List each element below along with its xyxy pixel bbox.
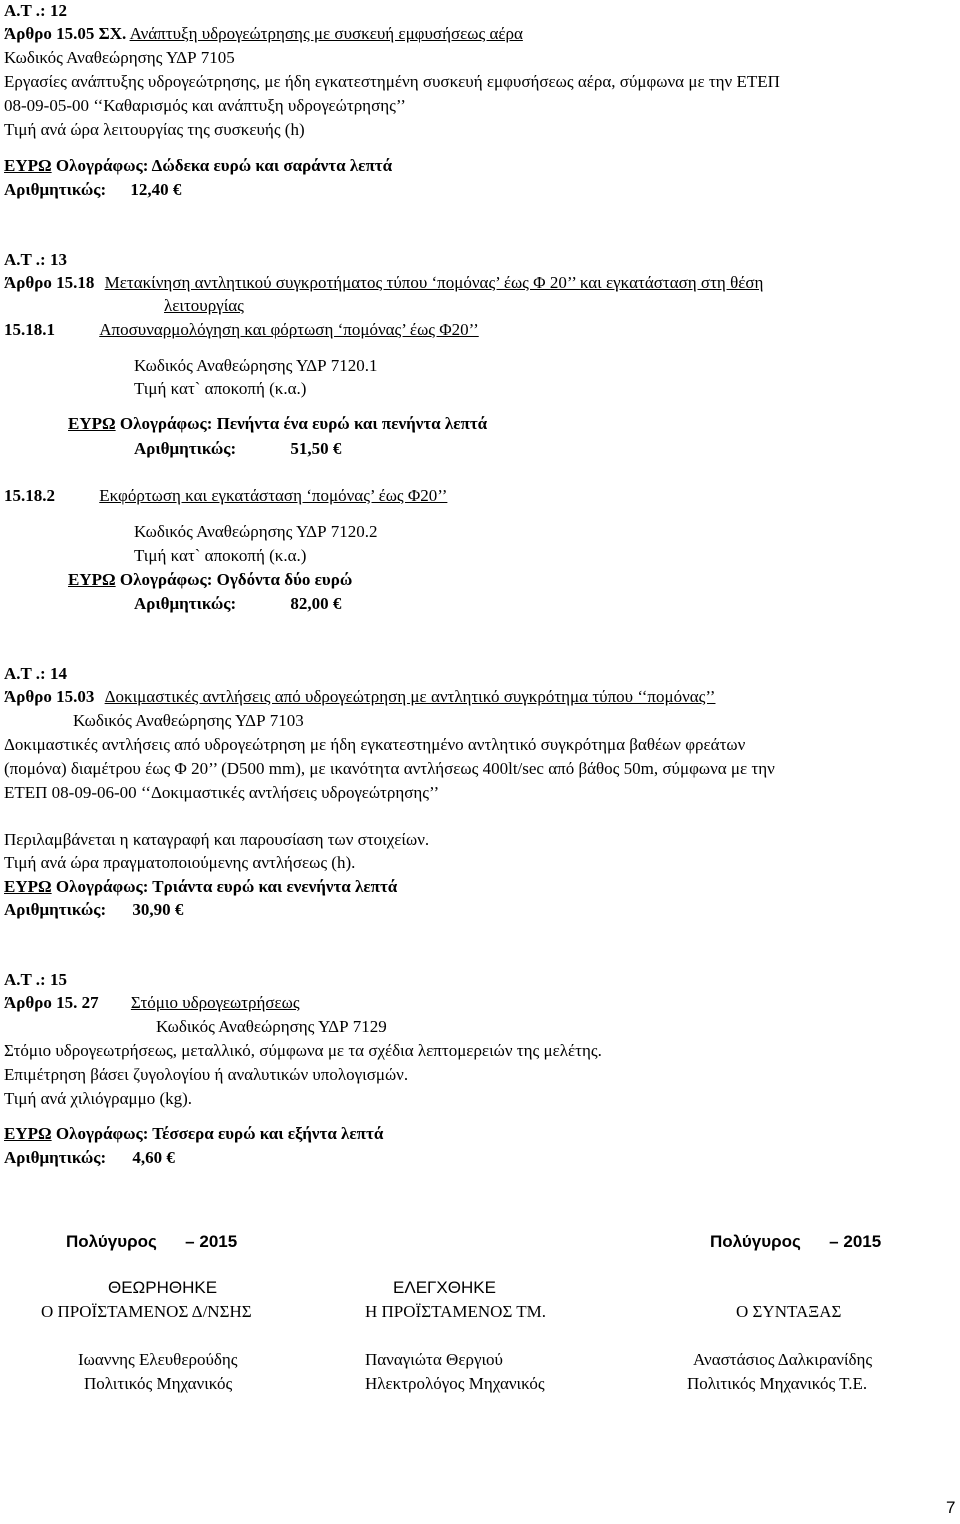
euro-label: ΕΥΡΩ <box>4 156 52 175</box>
price-value: 51,50 € <box>290 439 342 458</box>
revision-code: Κωδικός Αναθεώρησης ΥΔΡ 7103 <box>73 711 304 730</box>
signatory-title-1: Πολιτικός Μηχανικός <box>84 1374 233 1393</box>
unit-line: Τιμή ανά ώρα πραγματοποιούμενης αντλήσεως (h). <box>4 853 356 872</box>
article-title: Στόμιο υδρογεωτρήσεως <box>130 993 300 1012</box>
price-in-words: ΕΥΡΩ Ολογράφως: Τριάντα ευρώ και ενενήντα λεπτά <box>4 877 398 896</box>
revision-code: Κωδικός Αναθεώρησης ΥΔΡ 7129 <box>156 1017 387 1036</box>
description-line: Στόμιο υδρογεωτρήσεως, μεταλλικό, σύμφωνα με τα σχέδια λεπτομερειών της μελέτης. <box>4 1041 602 1060</box>
article-number: Άρθρο 15.18 <box>4 273 95 292</box>
revision-code: Κωδικός Αναθεώρησης ΥΔΡ 7120.2 <box>134 522 378 541</box>
article-15-18 <box>4 273 763 293</box>
price-in-numbers: Αριθμητικώς: 4,60 € <box>4 1148 175 1167</box>
article-15-05 <box>4 24 523 44</box>
signatory-role-3: Ο ΣΥΝΤΑΞΑΣ <box>736 1302 842 1321</box>
article-15-27 <box>4 993 300 1013</box>
signatory-role-1: Ο ΠΡΟΪΣΤΑΜΕΝΟΣ Δ/ΝΣΗΣ <box>41 1302 252 1321</box>
article-number: Άρθρο 15.05 ΣΧ. <box>4 24 127 43</box>
page-number: 7 <box>946 1498 956 1517</box>
signatory-role-2: Η ΠΡΟΪΣΤΑΜΕΝΟΣ ΤΜ. <box>365 1302 547 1321</box>
revision-code: Κωδικός Αναθεώρησης ΥΔΡ 7105 <box>4 48 235 67</box>
price-in-numbers: Αριθμητικώς: 82,00 € <box>134 594 342 613</box>
article-title: Μετακίνηση αντλητικού συγκροτήματος τύπου ‘πομόνας’ έως Φ 20’’ και εγκατάσταση στη θέση <box>104 273 764 292</box>
article-number: Άρθρο 15. 27 <box>4 993 99 1012</box>
description-line: (πομόνα) διαμέτρου έως Φ 20’’ (D500 mm), με ικανότητα αντλήσεως 400lt/sec από βάθος 50m, σύμφωνα με την <box>4 759 775 778</box>
description-line: ΕΤΕΠ 08-09-06-00 ‘‘Δοκιμαστικές αντλήσεις υδρογεώτρησης’’ <box>4 783 440 802</box>
price-in-numbers: Αριθμητικώς: 12,40 € <box>4 180 182 199</box>
price-in-numbers: Αριθμητικώς: 51,50 € <box>134 439 342 458</box>
price-in-words: ΕΥΡΩ Ολογράφως: Δώδεκα ευρώ και σαράντα λεπτά <box>4 156 393 175</box>
sub-article-15-18-1: 15.18.1 Αποσυναρμολόγηση και φόρτωση ‘πομόνας’ έως Φ20’’ <box>4 320 479 339</box>
at-12: Α.Τ .: 12 <box>4 1 67 20</box>
article-title: Δοκιμαστικές αντλήσεις από υδρογεώτρηση με αντλητικό συγκρότημα τύπου ‘‘πομόνας’’ <box>104 687 716 706</box>
at-14: Α.Τ .: 14 <box>4 664 67 683</box>
article-15-03 <box>4 687 715 707</box>
signatory-title-2: Ηλεκτρολόγος Μηχανικός <box>365 1374 545 1393</box>
article-number: Άρθρο 15.03 <box>4 687 95 706</box>
revision-code: Κωδικός Αναθεώρησης ΥΔΡ 7120.1 <box>134 356 378 375</box>
signatory-name-3: Αναστάσιος Δαλκιρανίδης <box>693 1350 873 1369</box>
price-in-words: ΕΥΡΩ Ολογράφως: Ογδόντα δύο ευρώ <box>68 570 353 589</box>
price-in-words: ΕΥΡΩ Ολογράφως: Πενήντα ένα ευρώ και πενήντα λεπτά <box>68 414 488 433</box>
place-date-right: Πολύγυρος – 2015 <box>710 1232 882 1251</box>
description-line: 08-09-05-00 ‘‘Καθαρισμός και ανάπτυξη υδρογεώτρησης’’ <box>4 96 406 115</box>
article-title-cont: λειτουργίας <box>164 296 244 315</box>
at-13: Α.Τ .: 13 <box>4 250 67 269</box>
sub-article-15-18-2: 15.18.2 Εκφόρτωση και εγκατάσταση ‘πομόνας’ έως Φ20’’ <box>4 486 448 505</box>
unit-line: Τιμή ανά ώρα λειτουργίας της συσκευής (h) <box>4 120 305 139</box>
checked-label: ΕΛΕΓΧΘΗΚΕ <box>393 1278 496 1297</box>
price-in-words: ΕΥΡΩ Ολογράφως: Τέσσερα ευρώ και εξήντα λεπτά <box>4 1124 384 1143</box>
place-date-left: Πολύγυρος – 2015 <box>66 1232 238 1251</box>
price-value: 12,40 € <box>130 180 182 199</box>
price-value: 30,90 € <box>132 900 184 919</box>
signatory-name-2: Παναγιώτα Θεργιού <box>365 1350 503 1369</box>
price-value: 4,60 € <box>132 1148 175 1167</box>
description-line: Επιμέτρηση βάσει ζυγολογίου ή αναλυτικών υπολογισμών. <box>4 1065 409 1084</box>
article-title: Ανάπτυξη υδρογεώτρησης με συσκευή εμφυσήσεως αέρα <box>129 24 523 43</box>
signatory-title-3: Πολιτικός Μηχανικός Τ.Ε. <box>687 1374 868 1393</box>
price-in-numbers: Αριθμητικώς: 30,90 € <box>4 900 184 919</box>
signatory-name-1: Ιωαννης Ελευθερούδης <box>78 1350 238 1369</box>
at-15: Α.Τ .: 15 <box>4 970 67 989</box>
description-line: Περιλαμβάνεται η καταγραφή και παρουσίαση των στοιχείων. <box>4 830 430 849</box>
description-line: Εργασίες ανάπτυξης υδρογεώτρησης, με ήδη εγκατεστημένη συσκευή εμφυσήσεως αέρα, σύμφωνα με την ΕΤΕΠ <box>4 72 780 91</box>
description-line: Δοκιμαστικές αντλήσεις από υδρογεώτρηση με ήδη εγκατεστημένο αντλητικό συγκρότημα βαθέων φρεάτων <box>4 735 746 754</box>
price-value: 82,00 € <box>290 594 342 613</box>
unit-line: Τιμή ανά χιλιόγραμμο (kg). <box>4 1089 193 1108</box>
unit-line: Τιμή κατ` αποκοπή (κ.α.) <box>134 379 307 398</box>
unit-line: Τιμή κατ` αποκοπή (κ.α.) <box>134 546 307 565</box>
seen-label: ΘΕΩΡΗΘΗΚΕ <box>108 1278 218 1297</box>
